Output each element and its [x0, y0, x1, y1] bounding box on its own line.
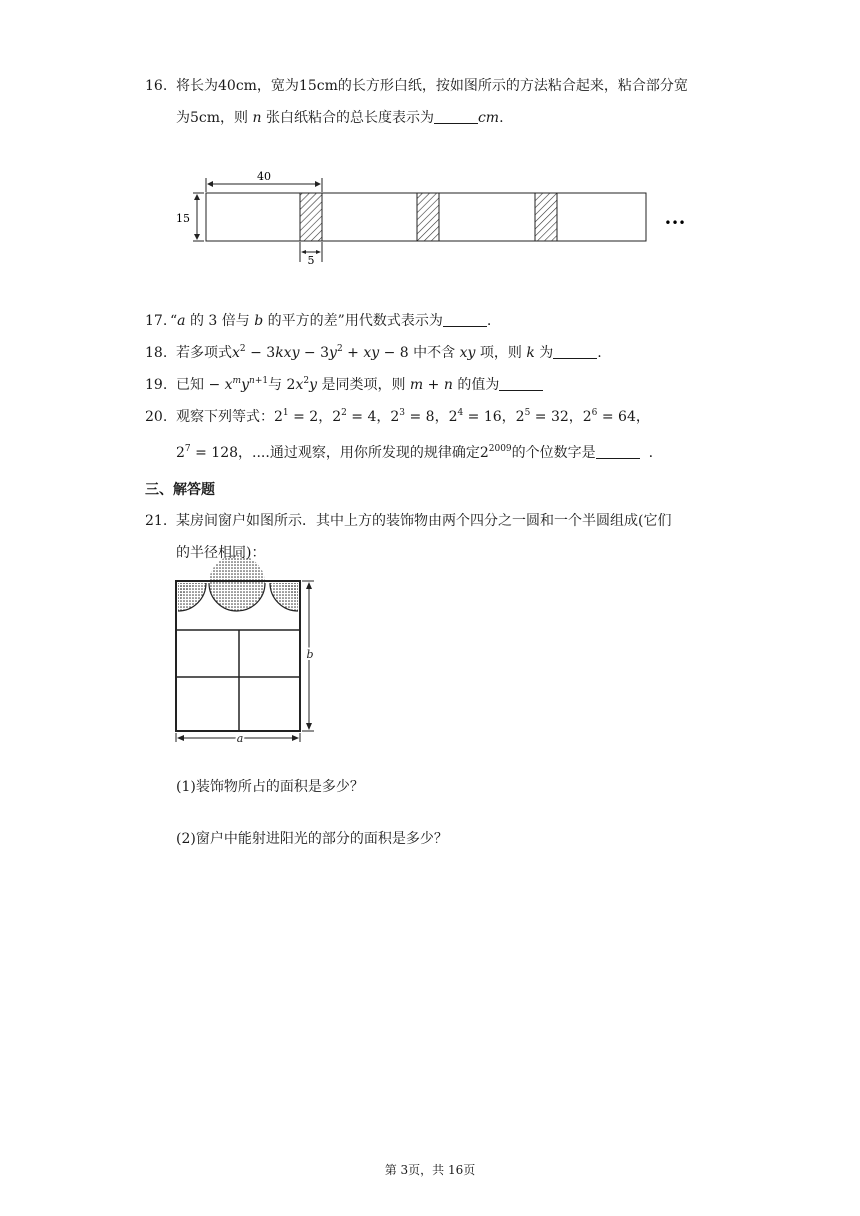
q17-number: 17.: [145, 313, 168, 329]
q20-line2: $2^7 = 128$，....通过观察，用你所发现的规律确定$2^{2009}$的个位数字是 .: [176, 444, 654, 461]
q19-number: 19.: [145, 377, 168, 393]
q21-sub1: (1)装饰物所占的面积是多少？: [176, 779, 364, 795]
q16-line1: 将长为40cm，宽为15cm的长方形白纸，按如图所示的方法粘合起来，粘合部分宽: [176, 78, 688, 94]
q16-number: 16.: [145, 78, 168, 94]
q17-text: “a 的 3 倍与 b 的平方的差”用代数式表示为 .: [170, 313, 492, 329]
q16-label-5: 5: [307, 254, 315, 267]
q21-line2: 的半径相同)：: [176, 545, 266, 561]
q21-line1: 某房间窗户如图所示．其中上方的装饰物由两个四分之一圆和一个半圆组成(它们: [176, 513, 672, 529]
q16-ellipsis: •••: [664, 216, 686, 230]
q20-number: 20.: [145, 409, 168, 425]
q16-label-40: 40: [257, 170, 271, 183]
q19-text: 已知 − $x^my^{n+1}$与 $2x^2y$ 是同类项，则 m + n 的值为: [176, 375, 543, 395]
q21-label-a: a: [236, 732, 244, 745]
q21-sub2: (2)窗户中能射进阳光的部分的面积是多少？: [176, 831, 448, 847]
q18-text: 若多项式$x^2 - 3kxy - 3y^2$ + xy − 8 中不含 xy 项，则 k 为 .: [176, 344, 602, 361]
q16-line2: 为5cm，则 n 张白纸粘合的总长度表示为 cm.: [176, 110, 504, 126]
q20-line1: 观察下列等式：$2^1 = 2$，$2^2 = 4$，$2^3 = 8$，$2^4 = 16$，$2^5 = 32$，$2^6 = 64$，: [176, 408, 650, 425]
q18-number: 18.: [145, 345, 168, 361]
q21-number: 21.: [145, 513, 168, 529]
q16-label-15: 15: [176, 212, 190, 225]
section-title: 三、解答题: [145, 482, 215, 498]
page-footer: 第 3页，共 16页: [384, 1163, 476, 1177]
q21-label-b: b: [306, 648, 314, 661]
